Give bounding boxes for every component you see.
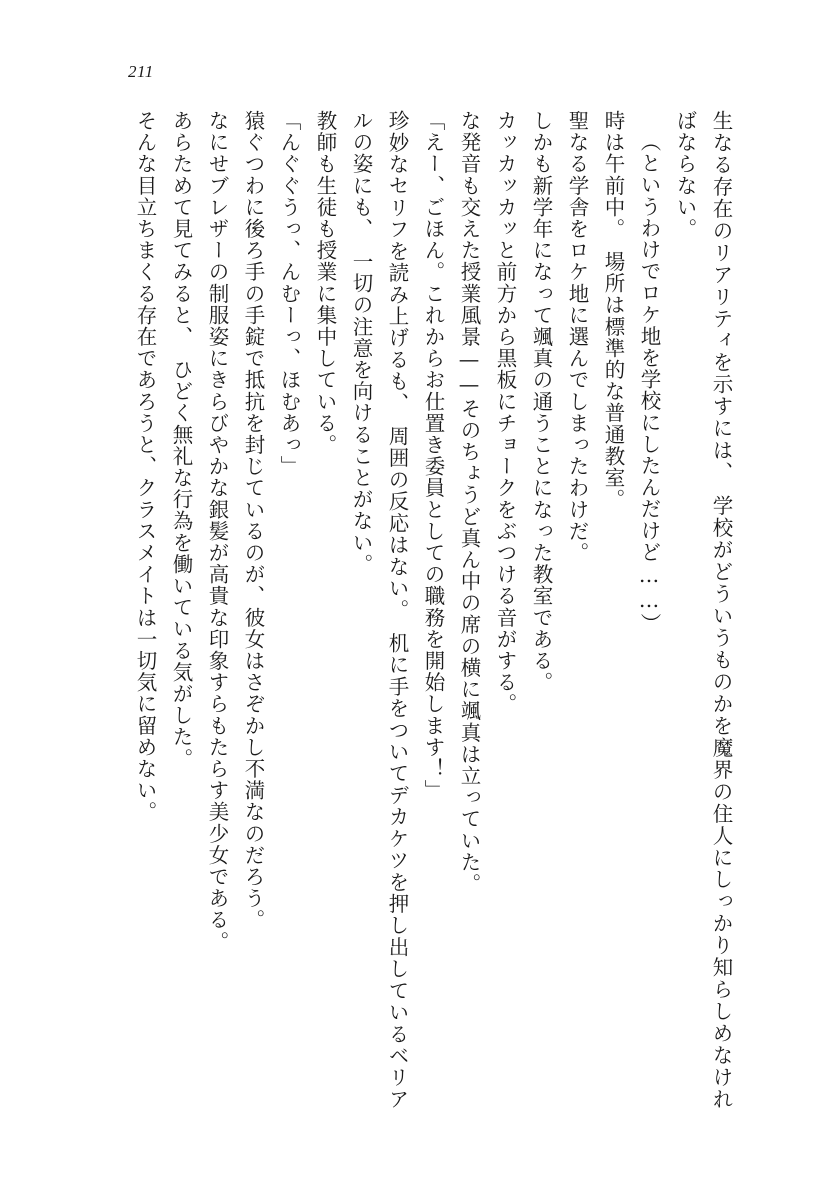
paragraph: 教師も生徒も授業に集中している。 bbox=[313, 110, 337, 456]
paragraph: カッカッカッと前方から黒板にチョークをぶつける音がする。 bbox=[493, 110, 517, 715]
page-number: 211 bbox=[128, 62, 154, 81]
paragraph: （というわけでロケ地を学校にしたんだけど……） bbox=[637, 130, 661, 635]
paragraph: 猿ぐつわに後ろ手の手錠で抵抗を封じているのが、彼女はさぞかし不満なのだろう。 bbox=[241, 110, 265, 931]
paragraph: なにせブレザーの制服姿にきらびやかな銀髪が高貴な印象すらもたらす美少女である。 bbox=[205, 110, 229, 953]
paragraph: な発音も交えた授業風景——そのちょうど真ん中の席の横に颯真は立っていた。 bbox=[457, 110, 481, 895]
paragraph: 聖なる学舎をロケ地に選んでしまったわけだ。 bbox=[565, 110, 589, 564]
paragraph: 「えー、ごほん。これからお仕置き委員としての職務を開始します！」 bbox=[421, 110, 445, 802]
paragraph: しかも新学年になって颯真の通うことになった教室である。 bbox=[529, 110, 553, 694]
paragraph: あらためて見てみると、 ひどく無礼な行為を働いている気がした。 bbox=[169, 110, 193, 770]
paragraph: 「んぐぐうっ、んむーっ、ほむあっ」 bbox=[277, 110, 301, 478]
paragraph: 生なる存在のリアリティを示すには、 学校がどういうものかを魔界の住人にしっかり知らしめなければならない。 bbox=[673, 110, 733, 1110]
body-text bbox=[79, 110, 739, 1110]
paragraph: そんな目立ちまくる存在であろうと、クラスメイトは一切気に留めない。 bbox=[133, 110, 157, 823]
paragraph: 珍妙なセリフを読み上げるも、 周囲の反応はない。 机に手をついてデカケツを押し出しているベリアルの姿にも、 一切の注意を向けることがない。 bbox=[349, 110, 409, 1110]
paragraph: 時は午前中。 場所は標準的な普通教室。 bbox=[601, 110, 625, 511]
